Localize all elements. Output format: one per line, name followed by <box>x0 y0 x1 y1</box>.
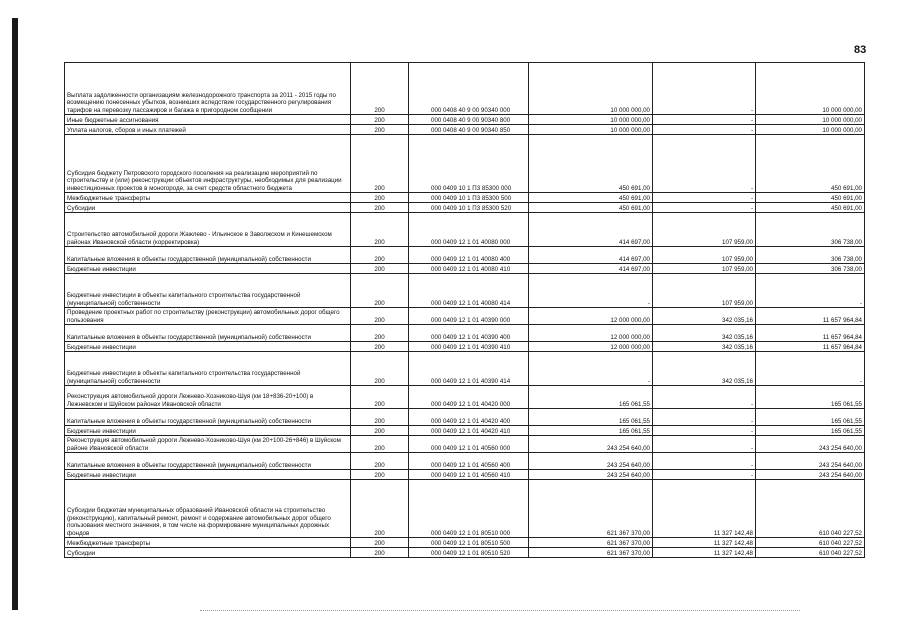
row-name: Иные бюджетные ассигнования <box>65 115 351 125</box>
row-name: Бюджетные инвестиции <box>65 470 351 480</box>
budget-code: 200 <box>351 264 409 274</box>
amount-approved: 10 000 000,00 <box>529 63 653 115</box>
table-row <box>65 135 865 193</box>
amount-executed: 342 035,16 <box>653 308 756 325</box>
amount-approved: 414 697,00 <box>529 264 653 274</box>
table-row <box>65 264 865 274</box>
amount-approved: - <box>529 274 653 308</box>
amount-approved: 165 061,55 <box>529 409 653 426</box>
row-name: Межбюджетные трансферты <box>65 538 351 548</box>
budget-code: 200 <box>351 470 409 480</box>
amount-approved: 414 697,00 <box>529 247 653 264</box>
budget-code: 200 <box>351 247 409 264</box>
table-row <box>65 436 865 453</box>
amount-executed: - <box>653 386 756 409</box>
amount-executed: - <box>653 436 756 453</box>
amount-approved: 621 367 370,00 <box>529 480 653 538</box>
amount-unexecuted: 306 738,00 <box>756 213 865 247</box>
amount-unexecuted: 450 691,00 <box>756 193 865 203</box>
kbk-code: 000 0409 12 1 01 40420 000 <box>409 386 529 409</box>
table-row <box>65 409 865 426</box>
kbk-code: 000 0409 12 1 01 80510 500 <box>409 538 529 548</box>
table-row <box>65 203 865 213</box>
amount-approved: 12 000 000,00 <box>529 342 653 352</box>
scan-edge-bar <box>12 18 18 610</box>
row-name: Капитальные вложения в объекты государственной (муниципальной) собственности <box>65 409 351 426</box>
kbk-code: 000 0409 12 1 01 40420 410 <box>409 426 529 436</box>
amount-unexecuted: 165 061,55 <box>756 426 865 436</box>
row-name: Бюджетные инвестиции <box>65 264 351 274</box>
kbk-code: 000 0409 12 1 01 40420 400 <box>409 409 529 426</box>
table-row <box>65 453 865 470</box>
row-name: Капитальные вложения в объекты государственной (муниципальной) собственности <box>65 247 351 264</box>
amount-unexecuted: 10 000 000,00 <box>756 63 865 115</box>
budget-code: 200 <box>351 480 409 538</box>
amount-executed: - <box>653 125 756 135</box>
row-name: Капитальные вложения в объекты государственной (муниципальной) собственности <box>65 453 351 470</box>
table-row <box>65 193 865 203</box>
amount-approved: 450 691,00 <box>529 203 653 213</box>
budget-code: 200 <box>351 193 409 203</box>
table-row <box>65 325 865 342</box>
amount-unexecuted: - <box>756 274 865 308</box>
row-name: Строительство автомобильной дороги Жажлево - Ильинское в Заволжском и Кинешемском районах Ивановской области (корректировка) <box>65 213 351 247</box>
amount-unexecuted: 11 657 964,84 <box>756 325 865 342</box>
kbk-code: 000 0408 40 9 00 90340 800 <box>409 115 529 125</box>
row-name: Бюджетные инвестиции в объекты капитального строительства государственной (муниципальной) собственности <box>65 352 351 386</box>
budget-table-body <box>65 63 865 558</box>
budget-code: 200 <box>351 386 409 409</box>
amount-unexecuted: 610 040 227,52 <box>756 480 865 538</box>
amount-approved: 12 000 000,00 <box>529 308 653 325</box>
budget-code: 200 <box>351 125 409 135</box>
kbk-code: 000 0409 12 1 01 40390 400 <box>409 325 529 342</box>
kbk-code: 000 0409 12 1 01 40390 000 <box>409 308 529 325</box>
amount-executed: - <box>653 409 756 426</box>
budget-code: 200 <box>351 325 409 342</box>
table-row <box>65 538 865 548</box>
amount-unexecuted: 11 657 964,84 <box>756 308 865 325</box>
kbk-code: 000 0409 12 1 01 80510 000 <box>409 480 529 538</box>
amount-approved: 10 000 000,00 <box>529 125 653 135</box>
row-name: Выплата задолженности организациям железнодорожного транспорта за 2011 - 2015 годы по возмещению понесенных убытков, возникших вследствие государственного регулирования тарифов на перевозку пассажиров и багажа в пригородном сообщении <box>65 63 351 115</box>
budget-code: 200 <box>351 135 409 193</box>
table-row <box>65 247 865 264</box>
kbk-code: 000 0409 12 1 01 40080 414 <box>409 274 529 308</box>
amount-unexecuted: 610 040 227,52 <box>756 538 865 548</box>
amount-approved: 243 254 640,00 <box>529 453 653 470</box>
kbk-code: 000 0409 12 1 01 40560 400 <box>409 453 529 470</box>
amount-executed: 107 959,00 <box>653 213 756 247</box>
kbk-code: 000 0409 12 1 01 40390 410 <box>409 342 529 352</box>
amount-approved: 414 697,00 <box>529 213 653 247</box>
amount-unexecuted: - <box>756 352 865 386</box>
row-name: Субсидии бюджетам муниципальных образований Ивановской области на строительство (реконструкцию), капитальный ремонт, ремонт и содержание автомобильных дорог общего пользования местного значения, в том числе на формирование муниципальных дорожных фондов <box>65 480 351 538</box>
row-name: Субсидии <box>65 548 351 558</box>
budget-code: 200 <box>351 308 409 325</box>
amount-executed: 342 035,16 <box>653 342 756 352</box>
amount-unexecuted: 306 738,00 <box>756 247 865 264</box>
kbk-code: 000 0409 10 1 П3 85300 520 <box>409 203 529 213</box>
amount-executed: - <box>653 63 756 115</box>
budget-code: 200 <box>351 115 409 125</box>
amount-unexecuted: 450 691,00 <box>756 203 865 213</box>
amount-approved: 243 254 640,00 <box>529 470 653 480</box>
amount-executed: - <box>653 193 756 203</box>
amount-unexecuted: 11 657 964,84 <box>756 342 865 352</box>
amount-executed: - <box>653 470 756 480</box>
amount-executed: 342 035,16 <box>653 325 756 342</box>
table-row <box>65 386 865 409</box>
table-row <box>65 125 865 135</box>
table-row <box>65 63 865 115</box>
amount-executed: 107 959,00 <box>653 247 756 264</box>
kbk-code: 000 0409 12 1 01 80510 520 <box>409 548 529 558</box>
row-name: Бюджетные инвестиции в объекты капитального строительства государственной (муниципальной) собственности <box>65 274 351 308</box>
amount-unexecuted: 243 254 640,00 <box>756 470 865 480</box>
kbk-code: 000 0409 12 1 01 40560 410 <box>409 470 529 480</box>
amount-unexecuted: 165 061,55 <box>756 409 865 426</box>
amount-unexecuted: 243 254 640,00 <box>756 436 865 453</box>
budget-code: 200 <box>351 63 409 115</box>
row-name: Уплата налогов, сборов и иных платежей <box>65 125 351 135</box>
amount-unexecuted: 10 000 000,00 <box>756 115 865 125</box>
amount-executed: 11 327 142,48 <box>653 480 756 538</box>
amount-approved: 450 691,00 <box>529 135 653 193</box>
scan-noise-line <box>200 610 800 612</box>
amount-approved: 621 367 370,00 <box>529 538 653 548</box>
amount-executed: 107 959,00 <box>653 274 756 308</box>
kbk-code: 000 0409 12 1 01 40080 410 <box>409 264 529 274</box>
amount-executed: - <box>653 426 756 436</box>
amount-executed: 107 959,00 <box>653 264 756 274</box>
row-name: Реконструкция автомобильной дороги Лежнево-Хозниково-Шуя (км 20+100-26+846) в Шуйском районе Ивановской области <box>65 436 351 453</box>
amount-executed: - <box>653 135 756 193</box>
amount-approved: 243 254 640,00 <box>529 436 653 453</box>
amount-approved: - <box>529 352 653 386</box>
table-row <box>65 548 865 558</box>
kbk-code: 000 0408 40 9 00 90340 000 <box>409 63 529 115</box>
budget-code: 200 <box>351 548 409 558</box>
amount-executed: 11 327 142,48 <box>653 548 756 558</box>
row-name: Субсидии <box>65 203 351 213</box>
amount-executed: - <box>653 203 756 213</box>
budget-code: 200 <box>351 436 409 453</box>
table-row <box>65 115 865 125</box>
row-name: Субсидия бюджету Петровского городского поселения на реализацию мероприятий по строительству и (или) реконструкции объектов инфраструктуры, необходимых для реализации инвестиционных проектов в моногороде, за счет средств областного бюджета <box>65 135 351 193</box>
budget-code: 200 <box>351 453 409 470</box>
table-row <box>65 352 865 386</box>
amount-approved: 621 367 370,00 <box>529 548 653 558</box>
page-number: 83 <box>854 44 867 56</box>
table-row <box>65 308 865 325</box>
amount-approved: 165 061,55 <box>529 426 653 436</box>
kbk-code: 000 0408 40 9 00 90340 850 <box>409 125 529 135</box>
kbk-code: 000 0409 12 1 01 40560 000 <box>409 436 529 453</box>
amount-approved: 12 000 000,00 <box>529 325 653 342</box>
table-row <box>65 480 865 538</box>
table-row <box>65 274 865 308</box>
table-row <box>65 213 865 247</box>
amount-executed: - <box>653 115 756 125</box>
row-name: Межбюджетные трансферты <box>65 193 351 203</box>
budget-code: 200 <box>351 426 409 436</box>
row-name: Бюджетные инвестиции <box>65 342 351 352</box>
table-row <box>65 342 865 352</box>
row-name: Реконструкция автомобильной дороги Лежнево-Хозниково-Шуя (км 18+836-20+100) в Лежневском и Шуйском районах Ивановской области <box>65 386 351 409</box>
kbk-code: 000 0409 10 1 П3 85300 000 <box>409 135 529 193</box>
amount-executed: 11 327 142,48 <box>653 538 756 548</box>
budget-code: 200 <box>351 409 409 426</box>
amount-unexecuted: 306 738,00 <box>756 264 865 274</box>
amount-executed: 342 035,16 <box>653 352 756 386</box>
kbk-code: 000 0409 12 1 01 40390 414 <box>409 352 529 386</box>
budget-code: 200 <box>351 203 409 213</box>
budget-code: 200 <box>351 538 409 548</box>
amount-executed: - <box>653 453 756 470</box>
budget-code: 200 <box>351 213 409 247</box>
amount-approved: 450 691,00 <box>529 193 653 203</box>
table-row <box>65 426 865 436</box>
kbk-code: 000 0409 10 1 П3 85300 500 <box>409 193 529 203</box>
amount-unexecuted: 10 000 000,00 <box>756 125 865 135</box>
amount-approved: 10 000 000,00 <box>529 115 653 125</box>
amount-unexecuted: 165 061,55 <box>756 386 865 409</box>
row-name: Бюджетные инвестиции <box>65 426 351 436</box>
row-name: Проведение проектных работ по строительству (реконструкции) автомобильных дорог общего пользования <box>65 308 351 325</box>
row-name: Капитальные вложения в объекты государственной (муниципальной) собственности <box>65 325 351 342</box>
budget-table <box>64 62 865 558</box>
budget-code: 200 <box>351 274 409 308</box>
kbk-code: 000 0409 12 1 01 40080 400 <box>409 247 529 264</box>
amount-unexecuted: 610 040 227,52 <box>756 548 865 558</box>
amount-unexecuted: 450 691,00 <box>756 135 865 193</box>
amount-approved: 165 061,55 <box>529 386 653 409</box>
table-row <box>65 470 865 480</box>
kbk-code: 000 0409 12 1 01 40080 000 <box>409 213 529 247</box>
budget-code: 200 <box>351 352 409 386</box>
budget-code: 200 <box>351 342 409 352</box>
amount-unexecuted: 243 254 640,00 <box>756 453 865 470</box>
